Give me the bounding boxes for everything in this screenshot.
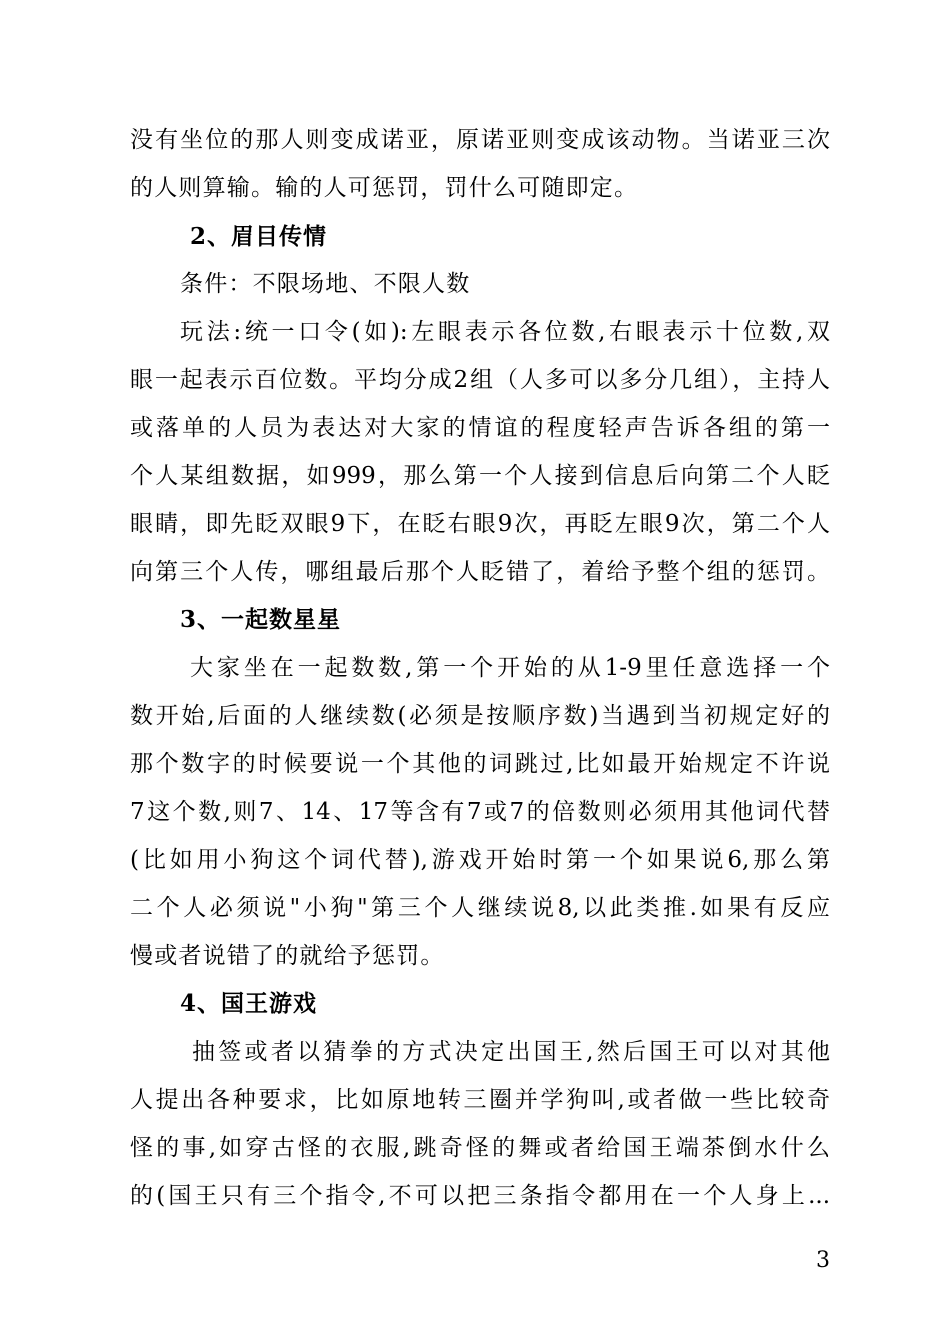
paragraph-line: 二个人必须说"小狗"第三个人继续说8,以此类推.如果有反应 [130, 895, 830, 921]
paragraph-line: 条件：不限场地、不限人数 [180, 271, 471, 297]
paragraph-line: 没有坐位的那人则变成诺亚，原诺亚则变成该动物。当诺亚三次 [130, 127, 830, 153]
paragraph-line: 向第三个人传，哪组最后那个人眨错了，着给予整个组的惩罚。 [130, 559, 830, 585]
paragraph-line: 怪的事,如穿古怪的衣服,跳奇怪的舞或者给国王端茶倒水什么 [130, 1135, 830, 1161]
section-heading: 3、一起数星星 [180, 606, 342, 633]
paragraph-line: (比如用小狗这个词代替),游戏开始时第一个如果说6,那么第 [130, 847, 830, 873]
paragraph-line: 的(国王只有三个指令,不可以把三条指令都用在一个人身上... [130, 1183, 830, 1209]
paragraph-line: 的人则算输。输的人可惩罚，罚什么可随即定。 [130, 175, 639, 201]
paragraph-line: 慢或者说错了的就给予惩罚。 [130, 943, 445, 969]
paragraph-line: 玩法:统一口令(如):左眼表示各位数,右眼表示十位数,双 [180, 319, 830, 345]
paragraph-line: 个人某组数据，如999，那么第一个人接到信息后向第二个人眨 [130, 463, 830, 489]
paragraph-line: 人提出各种要求，比如原地转三圈并学狗叫,或者做一些比较奇 [130, 1087, 830, 1113]
paragraph-line: 数开始,后面的人继续数(必须是按顺序数)当遇到当初规定好的 [130, 703, 830, 729]
page-number: 3 [816, 1248, 830, 1273]
paragraph-line: 眼睛，即先眨双眼9下，在眨右眼9次，再眨左眼9次，第二个人 [130, 511, 830, 537]
section-heading: 4、国王游戏 [180, 990, 318, 1017]
paragraph-line: 眼一起表示百位数。平均分成2组（人多可以多分几组），主持人 [130, 367, 830, 393]
paragraph-line: 那个数字的时候要说一个其他的词跳过,比如最开始规定不许说 [130, 751, 830, 777]
paragraph-line: 7这个数,则7、14、17等含有7或7的倍数则必须用其他词代替 [130, 799, 830, 825]
paragraph-line: 抽签或者以猜拳的方式决定出国王,然后国王可以对其他 [192, 1039, 830, 1065]
paragraph-line: 大家坐在一起数数,第一个开始的从1-9里任意选择一个 [190, 655, 830, 681]
section-heading: 2、眉目传情 [190, 223, 328, 250]
paragraph-line: 或落单的人员为表达对大家的情谊的程度轻声告诉各组的第一 [130, 415, 830, 441]
